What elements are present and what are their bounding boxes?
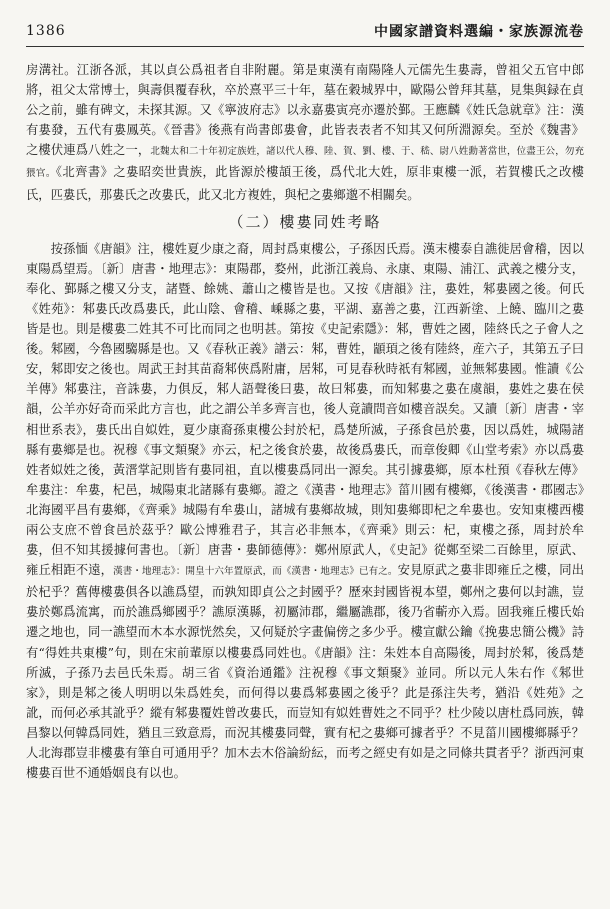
paragraph-intro xyxy=(26,60,584,205)
inline-annotation-2: 漢書・地理志》：開皇十六年置原武，而《漢書・地理志》已有之。 xyxy=(113,566,398,578)
section-heading: （二）樓婁同姓考略 xyxy=(228,212,382,231)
paragraph-intro-tail: 《北齊書》之婁昭奕世貴族，此皆源於樓頡王後，爲代北大姓，原非東樓一派，若賀樓氏之改樓氏，匹婁氏，那婁氏之改婁氏，此又北方複姓，與杞之婁鄉邈不相關矣。 xyxy=(26,165,584,202)
paragraph-main-c: 安見原武之婁非即雍丘之樓，同出於杞乎？舊傳樓婁俱各以譙爲望，而孰知即貞公之封國乎？歷來封國皆視本望，鄭州之婁何以封譙，豈婁於鄭爲流寓，而於譙爲鄉國乎？譙原漢縣，初屬沛郡，繼屬譙郡，後乃省蘄亦入焉。固我雍丘樓氏始遷之地也，同一譙望而木本水源恍然矣，又何疑於字畫偏傍之多少乎。樓宣獻公鑰《挽婁忠簡公機》詩有“得姓共東樓”句，則在宋前輩原以樓婁爲同姓也。《唐韻》注：朱姓本自高陽後，周封於邾，後爲楚所滅，子孫乃去邑氏朱焉。胡三省《資治通鑑》注祝穆《事文類聚》並同。所以元人朱右作《邾世家》，則是邾之後人明明以朱爲姓矣，而何得以婁爲邾婁國之後乎？此是孫注失考，猶沿《姓苑》之訛，而何必承其訛乎？縱有邾婁覆姓曾改婁氏，而豈知有姒姓曹姓之不同乎？杜少陵以唐杜爲同族，韓昌黎以何韓爲同姓，猶且三致意焉，而況其樓婁同聲，實有杞之婁鄉可據者乎？不見菑川國樓鄉縣乎？人北海郡豈非樓婁有筆自可通用乎？加木去木俗論紛紜，而考之經史有如是之同條共貫者乎？浙西河東樓婁百世不通婚姻良有以也。 xyxy=(26,563,584,781)
paragraph-main xyxy=(26,239,584,784)
page-header xyxy=(26,16,584,47)
paragraph-main-a: 按孫愐《唐韻》注，樓姓夏少康之裔，周封爲東樓公，子孫因氏焉。漢末樓泰自譙徙居會稽，因以東陽爲望焉。 xyxy=(26,241,584,276)
inline-annotation: 北魏太和二十年初定族姓，諸以代人穆、陸、賀、劉、樓、于、嵇、尉八姓勳著當世，位盡王公，勿充猥官。 xyxy=(26,146,584,180)
page-number: 1386 xyxy=(26,23,66,39)
running-title: 中國家譜資料選編・家族源流卷 xyxy=(374,24,584,40)
citation-tang-geography: 〔新〕唐書・地理志》 xyxy=(100,261,213,276)
paragraph-intro-text: 房溝社。江浙各派，其以貞公爲祖者自非附麗。第是東漢有南陽隆人元儒先生婁壽，曾祖父五官中郎將，祖父太常博士，與壽俱覆春秋，卒於熹平三十年，墓在穀城界中，歐陽公曾拜其墓，見集與録在貞公之前，雖有碑文，未探其源。又《寧波府志》以永嘉婁寅亮亦遷於鄞。王應麟《姓氏急就章》注：漢有婁發，五代有婁鳳英。《晉書》後燕有尚書郎婁會，此皆表表者不知其又何所淵源矣。至於《魏書》之樓伏連爲八姓之一， xyxy=(26,63,584,158)
body-text xyxy=(26,60,584,783)
paragraph-main-b: ：東陽郡，婺州，此浙江義烏、永康、東陽、浦江、武義之樓分支，奉化、鄞縣之樓又分支，諸暨、餘姚、蕭山之樓皆是也。又按《唐韻》注，婁姓，邾婁國之後。何氏《姓苑》：邾婁氏改爲婁氏，此山陰、會稽、嵊縣之婁，平湖、嘉善之婁，江西新塗、上饒、臨川之婁皆是也。則是樓婁二姓其不可比而同之也明甚。第按《史記索隱》：邾，曹姓之國，陸終氏之子會人之後。邾國，今魯國騶縣是也。又《春秋正義》譜云：邾，曹姓，顓頊之後有陸終，産六子，其第五子曰安，邾即安之後也。周武王封其苗裔邾俠爲附庸，居邾，可見春秋時祇有邾國，並無邾婁國。惟讀《公羊傳》邾婁注，音誅婁，力俱反，邾人語聲後曰婁，故曰邾婁，而知邾婁之婁在虞韻，婁姓之婁在侯韻，公羊亦好奇而采此方言也，此之謂公羊多齊言也，後人竟讀問音如樓音誤矣。又讀〔新〕唐書・宰相世系表》，婁氏出自姒姓，夏少康裔孫東樓公封於杞，爲楚所滅，子孫食邑於婁，因以爲姓，城陽諸縣有婁鄉是也。祝穆《事文類聚》亦云，杞之後食於婁，故後爲婁氏，而章俊卿《山堂考索》亦以爲婁姓者姒姓之後，黃溍掌記則皆有婁同祖，直以樓婁爲同出一源矣。其引據婁鄉，原本杜預《春秋左傳》牟婁注：牟婁，杞邑，城陽東北諸縣有婁鄉。證之《漢書・地理志》菑川國有樓鄉，《後漢書・郡國志》北海國平昌有婁鄉，《齊乘》城陽有牟婁山，諸城有婁鄉故城，則知婁鄉即杞之牟婁也。安知東樓西樓兩公支庶不曾食邑於茲乎？歐公博雅君子，其言必非無本，《齊乘》則云：杞，東樓之孫，周封於牟婁，但不知其援據何書也。〔新〕唐書・婁師德傳》：鄭州原武人，《史記》從鄭至梁二百餘里，原武、雍丘相距不遠， xyxy=(26,261,584,578)
